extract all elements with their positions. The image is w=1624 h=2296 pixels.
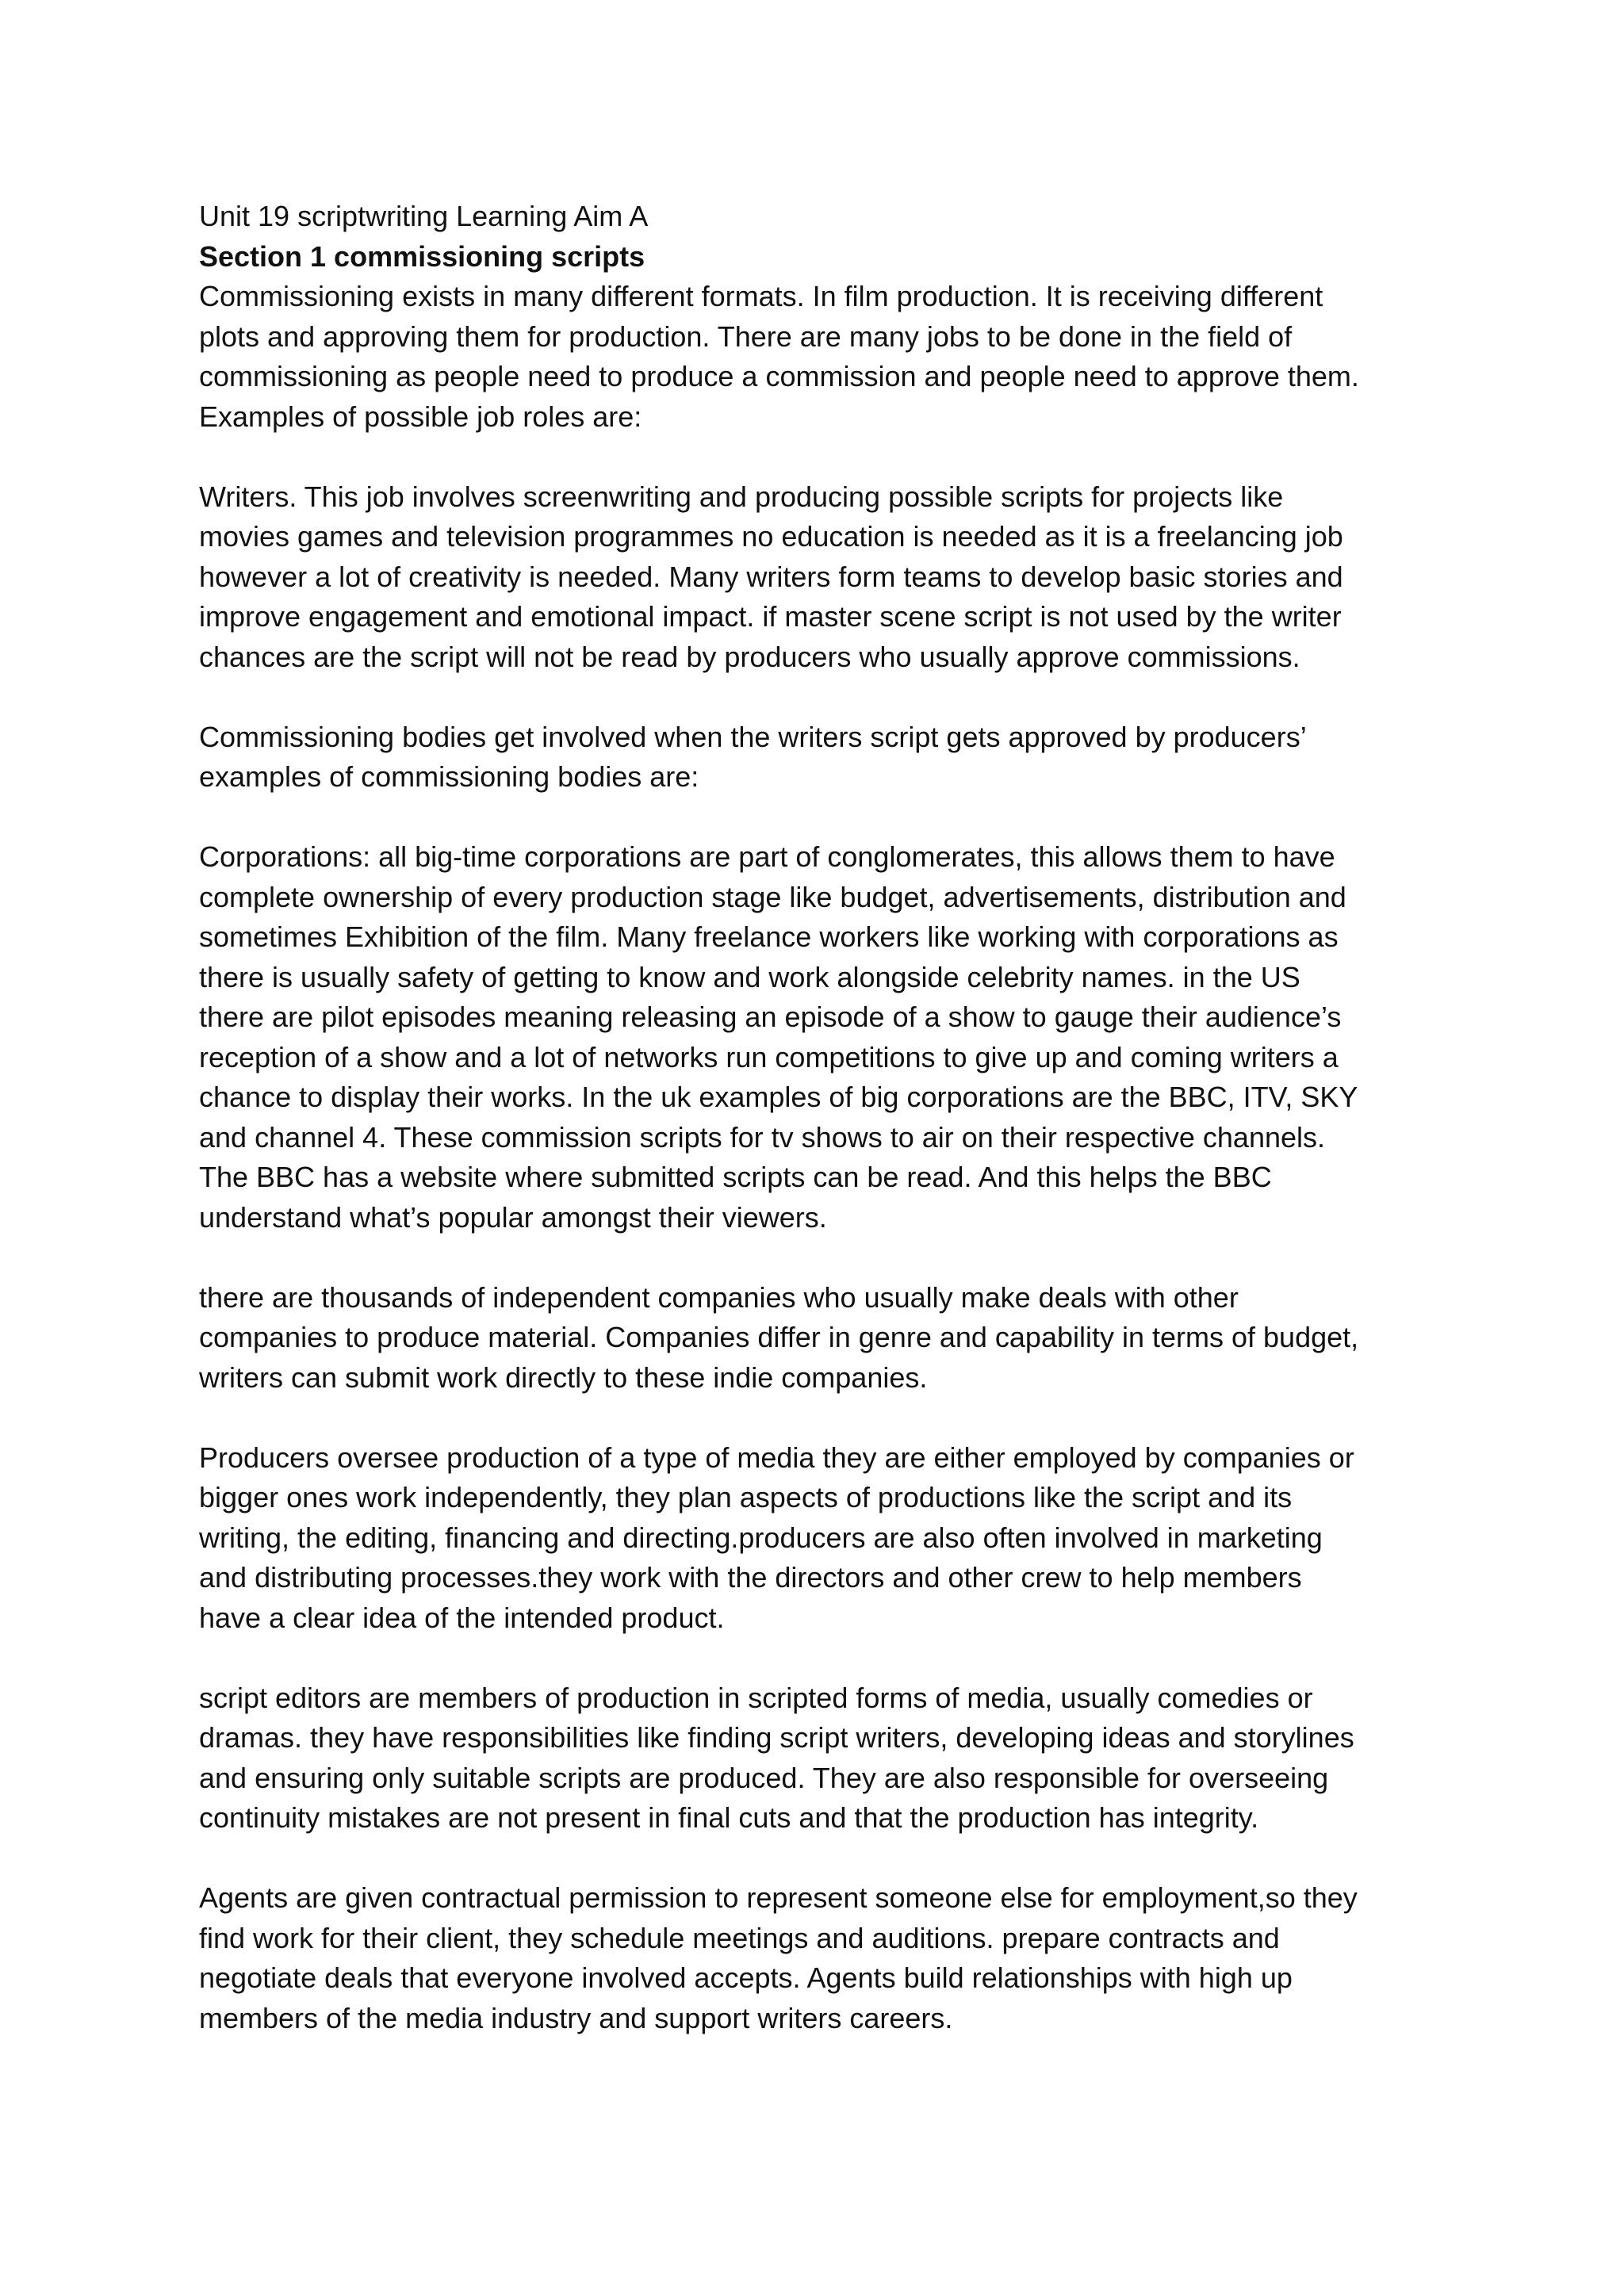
text-line: Agents are given contractual permission to represent someone else for employment,so they xyxy=(199,1881,1358,1914)
text-line: and channel 4. These commission scripts for tv shows to air on their respective channels. xyxy=(199,1120,1326,1154)
paragraph xyxy=(199,1878,1452,2038)
document-title: Unit 19 scriptwriting Learning Aim A xyxy=(199,200,649,232)
text-line: complete ownership of every production stage like budget, advertisements, distribution and xyxy=(199,880,1346,913)
text-line: there is usually safety of getting to know and work alongside celebrity names. in the US xyxy=(199,960,1300,993)
paragraph xyxy=(199,277,1452,437)
text-line: sometimes Exhibition of the film. Many freelance workers like working with corporations as xyxy=(199,920,1339,953)
text-line: Examples of possible job roles are: xyxy=(199,400,642,433)
text-line: have a clear idea of the intended product. xyxy=(199,1601,725,1634)
text-line: understand what’s popular amongst their viewers. xyxy=(199,1200,827,1234)
document-body xyxy=(199,197,1452,2079)
text-line: improve engagement and emotional impact. if master scene script is not used by the writer xyxy=(199,600,1342,633)
text-line: dramas. they have responsibilities like finding script writers, developing ideas and storylines xyxy=(199,1721,1354,1754)
text-line: plots and approving them for production. There are many jobs to be done in the field of xyxy=(199,320,1293,353)
text-line: there are pilot episodes meaning releasing an episode of a show to gauge their audience’s xyxy=(199,1001,1342,1033)
text-line: Producers oversee production of a type of media they are either employed by companies or xyxy=(199,1441,1354,1474)
text-line: continuity mistakes are not present in final cuts and that the production has integrity. xyxy=(199,1801,1259,1834)
text-line: and ensuring only suitable scripts are produced. They are also responsible for overseeing xyxy=(199,1761,1329,1794)
text-line: members of the media industry and support writers careers. xyxy=(199,2001,953,2034)
text-line: chance to display their works. In the uk examples of big corporations are the BBC, ITV, SKY xyxy=(199,1081,1358,1113)
paragraph xyxy=(199,1438,1452,1639)
paragraph xyxy=(199,1278,1452,1399)
text-line: Writers. This job involves screenwriting and producing possible scripts for projects like xyxy=(199,480,1284,513)
text-line: The BBC has a website where submitted scripts can be read. And this helps the BBC xyxy=(199,1161,1272,1193)
text-line: writers can submit work directly to these indie companies. xyxy=(199,1360,928,1394)
text-line: however a lot of creativity is needed. Many writers form teams to develop basic stories and xyxy=(199,560,1343,593)
paragraph xyxy=(199,718,1452,798)
document-header xyxy=(199,197,1452,277)
paragraph xyxy=(199,1678,1452,1839)
paragraph xyxy=(199,477,1452,678)
text-line: there are thousands of independent companies who usually make deals with other xyxy=(199,1280,1239,1314)
text-line: movies games and television programmes no education is needed as it is a freelancing job xyxy=(199,520,1343,553)
text-line: and distributing processes.they work with the directors and other crew to help members xyxy=(199,1561,1302,1594)
text-line: negotiate deals that everyone involved accepts. Agents build relationships with high up xyxy=(199,1961,1293,1994)
text-line: reception of a show and a lot of networks run competitions to give up and coming writers a xyxy=(199,1040,1339,1073)
text-line: companies to produce material. Companies differ in genre and capability in terms of budget, xyxy=(199,1321,1359,1353)
text-line: script editors are members of production in scripted forms of media, usually comedies or xyxy=(199,1681,1313,1714)
text-line: commissioning as people need to produce a commission and people need to approve them. xyxy=(199,360,1359,392)
text-line: writing, the editing, financing and directing.producers are also often involved in marketing xyxy=(199,1521,1323,1554)
section-heading: Section 1 commissioning scripts xyxy=(199,239,645,273)
text-line: bigger ones work independently, they plan aspects of productions like the script and its xyxy=(199,1481,1293,1513)
text-line: chances are the script will not be read by producers who usually approve commissions. xyxy=(199,640,1300,673)
paragraph-list xyxy=(199,277,1452,2038)
text-line: find work for their client, they schedule meetings and auditions. prepare contracts and xyxy=(199,1921,1280,1954)
text-line: Corporations: all big-time corporations are part of conglomerates, this allows them to have xyxy=(199,840,1335,873)
text-line: examples of commissioning bodies are: xyxy=(199,760,699,793)
text-line: Commissioning exists in many different formats. In film production. It is receiving different xyxy=(199,280,1323,312)
paragraph xyxy=(199,837,1452,1238)
text-line: Commissioning bodies get involved when the writers script gets approved by producers’ xyxy=(199,720,1307,753)
